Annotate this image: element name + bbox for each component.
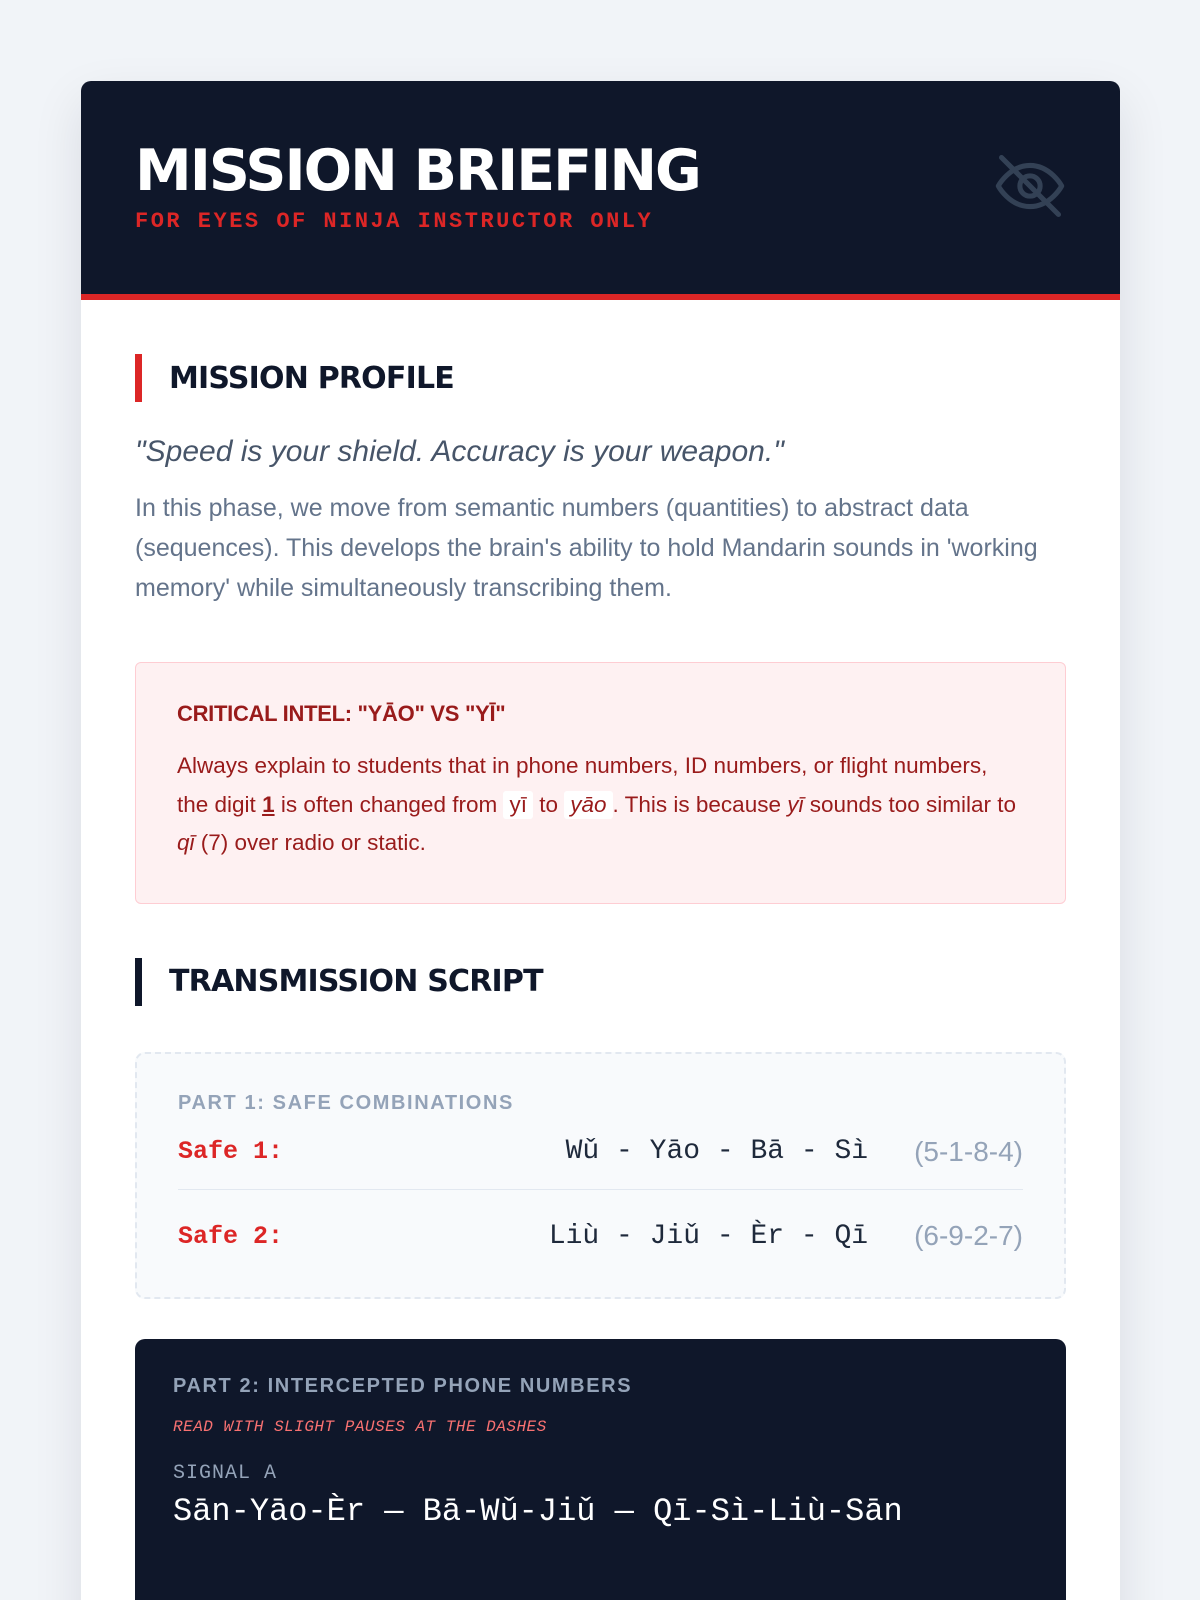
intel-text-part: Always explain to students that in phone numbers, ID numbers, or flight numbers, the digit [177,753,988,817]
page-subtitle: FOR EYES OF NINJA INSTRUCTOR ONLY [135,209,654,234]
signal-label: SIGNAL A [173,1461,278,1485]
safe-digits: (5-1-8-4) [914,1135,1023,1167]
safe-sequence: Wǔ - Yāo - Bā - Sì [565,1136,869,1167]
part1-label: PART 1: SAFE COMBINATIONS [178,1091,514,1114]
intel-ital-qi: qī [177,830,195,855]
critical-intel-callout [135,662,1066,904]
signal-value: Sān-Yāo-Èr — Bā-Wǔ-Jiǔ — Qī-Sì-Liù-Sān [173,1492,903,1530]
intel-code-yi: yī [503,791,533,819]
intel-text-part: is often changed from [274,791,504,817]
safe-row [178,1189,1023,1283]
intel-text-part: to [532,791,565,817]
intel-code-yao: yāo [564,791,612,819]
intel-text-part: . This is because [612,791,788,817]
eye-off-icon [992,148,1068,224]
safe-row [178,1115,1023,1189]
profile-description: In this phase, we move from semantic numbers (quantities) to abstract data (sequences). This develops the brain's ability to hold Mandarin sounds in 'working memory' while simultaneously transcribing them. [135,494,1038,602]
intel-title: CRITICAL INTEL: "YĀO" VS "YĪ" [177,701,506,726]
intel-text [177,747,1024,863]
safe-sequence: Liù - Jiǔ - Èr - Qī [548,1220,869,1252]
mission-quote: "Speed is your shield. Accuracy is your weapon." [135,435,784,468]
briefing-header [81,81,1120,300]
intel-text-part: (7) over radio or static. [194,830,426,855]
intel-text-part: sounds too similar to [803,791,1017,817]
safe-label: Safe 2: [178,1221,284,1251]
part2-label: PART 2: INTERCEPTED PHONE NUMBERS [173,1374,633,1397]
section-heading-profile: MISSION PROFILE [135,354,1066,402]
safe-combinations-box [135,1052,1066,1299]
safe-digits: (6-9-2-7) [914,1220,1023,1251]
part2-note: READ WITH SLIGHT PAUSES AT THE DASHES [173,1417,547,1436]
safe-label: Safe 1: [178,1137,284,1166]
intercepted-numbers-box [135,1339,1066,1600]
intel-ital-yi: yī [787,791,804,817]
briefing-card [81,81,1120,1600]
page-title: MISSION BRIEFING [135,138,700,204]
section-heading-script: TRANSMISSION SCRIPT [135,958,1066,1006]
intel-digit: 1 [262,791,275,817]
